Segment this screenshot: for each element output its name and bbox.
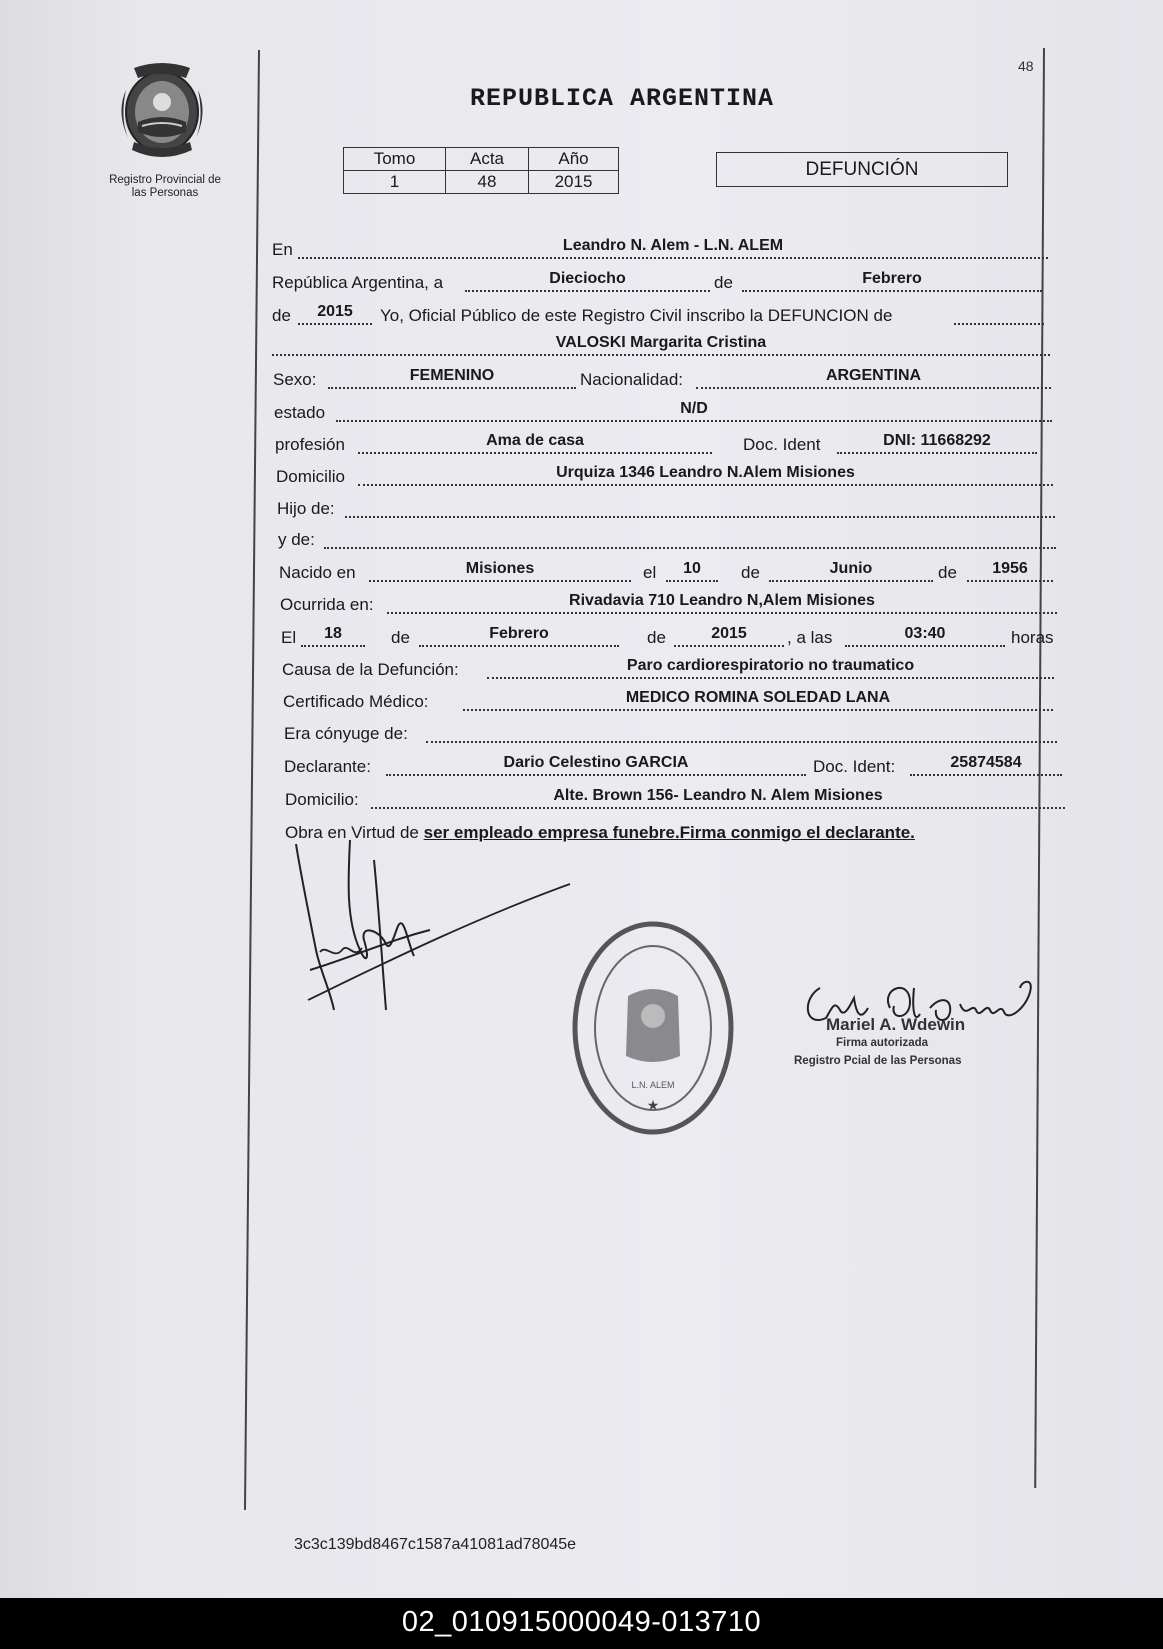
official-stamp (568, 916, 738, 1141)
label-causa: Causa de la Defunción: (282, 660, 459, 679)
label-horas: horas (1011, 628, 1054, 647)
value-def-anio: 2015 (711, 625, 747, 642)
field-blank (954, 301, 1044, 325)
value-sexo: FEMENINO (409, 367, 495, 384)
field-nacido-en (369, 558, 631, 582)
label-de-anio-nac: de (938, 563, 957, 582)
value-nac-dia: 10 (683, 560, 701, 577)
value-def-hora: 03:40 (904, 625, 946, 642)
value-estado: N/D (680, 400, 708, 417)
row-certificado (283, 686, 1053, 712)
label-y-de: y de: (278, 530, 315, 549)
logo-caption (85, 174, 245, 200)
field-doc-ident (837, 430, 1037, 454)
label-de-def-mes: de (391, 628, 410, 647)
page-number: 48 (1018, 58, 1034, 74)
label-estado: estado (274, 403, 326, 422)
row-hijo-de (277, 493, 1055, 519)
stamp-inner-text: L.N. ALEM (631, 1080, 675, 1090)
value-declarante-doc: 25874584 (950, 754, 1022, 771)
field-certificado (463, 687, 1053, 711)
logo-caption-line2: las Personas (131, 187, 199, 199)
field-declarante-doc (910, 752, 1062, 776)
label-de: de (714, 273, 733, 292)
label-nacido-en: Nacido en (279, 563, 356, 582)
value-profesion: Ama de casa (486, 432, 584, 449)
label-yo-oficial: Yo, Oficial Público de este Registro Civil inscribo la DEFUNCION de (380, 306, 893, 325)
label-a-las: , a las (787, 628, 833, 647)
field-hijo-de (345, 494, 1055, 518)
row-fecha-inscripcion (272, 267, 1042, 293)
label-doc-ident: Doc. Ident (743, 435, 821, 454)
label-de-anio: de (272, 306, 291, 325)
value-nacido-en: Misiones (465, 560, 535, 577)
label-conyuge: Era cónyuge de: (284, 724, 408, 743)
field-estado (336, 398, 1052, 422)
field-conyuge (426, 719, 1057, 743)
value-ocurrida-en: Rivadavia 710 Leandro N,Alem Misiones (569, 592, 875, 609)
label-en: En (272, 240, 293, 259)
field-causa (487, 655, 1054, 679)
value-declarante-domicilio: Alte. Brown 156- Leandro N. Alem Misiones (553, 787, 883, 804)
label-el: el (643, 563, 657, 582)
svg-text:★: ★ (646, 1097, 660, 1113)
field-ocurrida-en (387, 590, 1057, 614)
footer-code: 02_010915000049-013710 (401, 1606, 762, 1638)
field-dia-letras (465, 268, 710, 292)
field-domicilio (358, 462, 1053, 486)
label-de-mes: de (741, 563, 760, 582)
value-nac-anio: 1956 (992, 560, 1028, 577)
row-anio-inscripcion (272, 300, 1044, 326)
value-declarante: Dario Celestino GARCIA (503, 754, 689, 771)
row-nacimiento (279, 557, 1053, 583)
row-nombre (272, 331, 1050, 357)
row-profesion (275, 429, 1045, 455)
value-anio: 2015 (317, 303, 353, 320)
label-profesion: profesión (275, 435, 345, 454)
field-mes (742, 268, 1042, 292)
field-nac-anio (967, 558, 1053, 582)
field-def-anio (674, 623, 784, 647)
field-nacionalidad (696, 365, 1051, 389)
document-title: REPUBLICA ARGENTINA (470, 84, 775, 113)
value-certificado: MEDICO ROMINA SOLEDAD LANA (625, 689, 891, 706)
field-declarante (386, 752, 806, 776)
value-mes: Febrero (862, 270, 922, 287)
value-domicilio: Urquiza 1346 Leandro N.Alem Misiones (556, 464, 855, 481)
value-lugar: Leandro N. Alem - L.N. ALEM (562, 237, 784, 254)
document-hash: 3c3c139bd8467c1587a41081ad78045e (294, 1536, 577, 1553)
value-dia-letras: Dieciocho (549, 270, 626, 287)
label-obra: Obra en Virtud de (285, 823, 419, 842)
footer-bar (0, 1598, 1163, 1649)
authorizer-name: Mariel A. Wdewin (826, 1015, 966, 1034)
row-y-de (278, 524, 1056, 550)
value-def-dia: 18 (324, 625, 342, 642)
label-hijo-de: Hijo de: (277, 499, 335, 518)
field-def-dia (301, 623, 365, 647)
field-declarante-domicilio (371, 785, 1065, 809)
label-certificado: Certificado Médico: (283, 692, 429, 711)
label-domicilio2: Domicilio: (285, 790, 359, 809)
row-conyuge (284, 718, 1057, 744)
label-declarante: Declarante: (284, 757, 371, 776)
value-tomo: 1 (344, 171, 446, 194)
field-anio (298, 301, 372, 325)
row-fecha-defuncion (281, 622, 1058, 648)
record-type-box: DEFUNCIÓN (716, 152, 1008, 187)
label-el-upper: El (281, 628, 297, 647)
field-nac-mes (769, 558, 933, 582)
row-domicilio (276, 461, 1053, 487)
value-nacionalidad: ARGENTINA (825, 367, 922, 384)
record-reference-table (343, 147, 619, 194)
authorizer-office: Registro Pcial de las Personas (794, 1055, 962, 1067)
label-ocurrida-en: Ocurrida en: (280, 595, 374, 614)
field-def-hora (845, 623, 1005, 647)
row-declarante (284, 751, 1062, 777)
header-acta: Acta (446, 148, 529, 171)
declarante-signature (290, 840, 580, 1020)
field-lugar (298, 235, 1048, 259)
row-domicilio-declarante (285, 784, 1065, 810)
value-nombre: VALOSKI Margarita Cristina (555, 334, 767, 351)
label-sexo: Sexo: (273, 370, 317, 389)
value-def-mes: Febrero (489, 625, 549, 642)
row-estado (274, 397, 1052, 423)
row-sexo (273, 364, 1051, 390)
value-obra-motivo: ser empleado empresa funebre.Firma conmigo el declarante. (423, 823, 915, 842)
value-nac-mes: Junio (829, 560, 873, 577)
label-doc-ident2: Doc. Ident: (813, 757, 896, 776)
field-nac-dia (666, 558, 718, 582)
field-nombre (272, 332, 1050, 356)
misiones-coat-of-arms-logo (112, 60, 212, 165)
field-sexo (328, 365, 576, 389)
header-tomo: Tomo (344, 148, 446, 171)
label-nacionalidad: Nacionalidad: (580, 370, 684, 389)
row-causa (282, 654, 1054, 680)
header-anio: Año (529, 148, 619, 171)
authorizer-role: Firma autorizada (836, 1037, 929, 1049)
value-doc-ident: DNI: 11668292 (883, 432, 991, 449)
label-republica: República Argentina, a (272, 273, 444, 292)
value-anio: 2015 (529, 171, 619, 194)
field-y-de (324, 525, 1056, 549)
field-def-mes (419, 623, 619, 647)
field-profesion (358, 430, 712, 454)
label-domicilio: Domicilio (276, 467, 345, 486)
row-lugar (272, 234, 1048, 260)
logo-caption-line1: Registro Provincial de (109, 174, 221, 186)
label-de-def-anio: de (647, 628, 666, 647)
value-acta: 48 (446, 171, 529, 194)
value-causa: Paro cardiorespiratorio no traumatico (626, 657, 915, 674)
row-ocurrida (280, 589, 1057, 615)
